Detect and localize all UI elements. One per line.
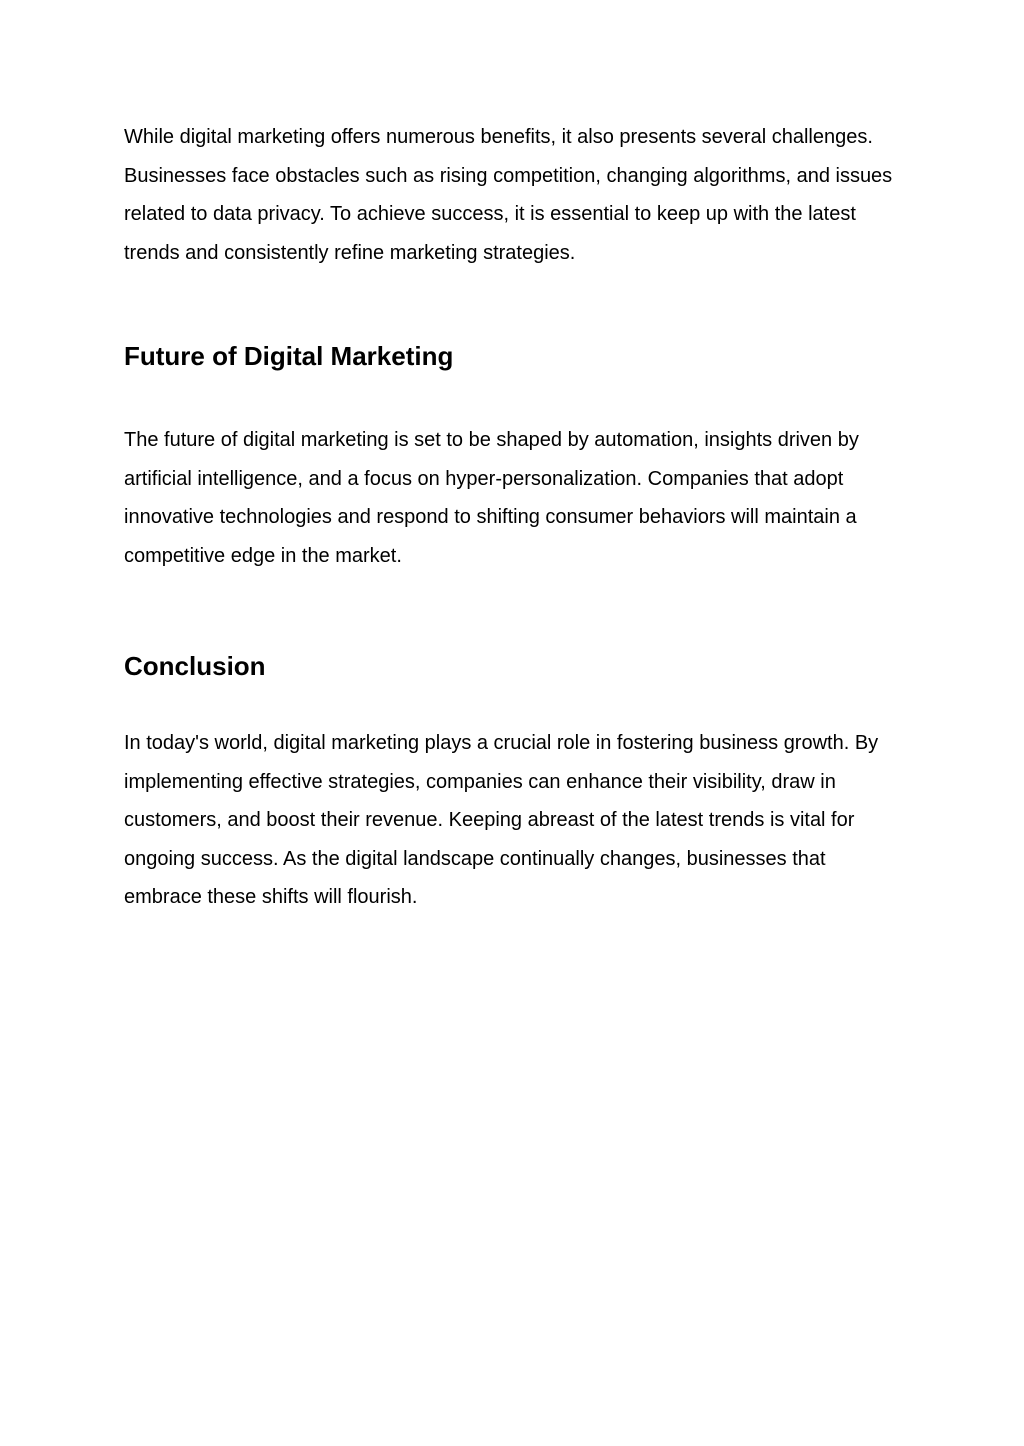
intro-paragraph: While digital marketing offers numerous benefits, it also presents several challenges. Businesses face obstacles such as rising competition, changing algorithms, and issues related to data privacy. To achieve success, it is essential to keep up with the latest trends and consistently refine marketing strategies. (124, 126, 893, 264)
section-paragraph-conclusion: In today's world, digital marketing plays a crucial role in fostering business growth. By implementing effective strategies, companies can enhance their visibility, draw in customers, and boost their revenue. Keeping abreast of the latest trends is vital for ongoing success. As the digital landscape continually changes, businesses that embrace these shifts will flourish. (124, 732, 879, 908)
section-paragraph-future: The future of digital marketing is set to be shaped by automation, insights driven by artificial intelligence, and a focus on hyper-personalization. Companies that adopt innovative technologies and respond to shifting consumer behaviors will maintain a competitive edge in the market. (124, 429, 859, 567)
document-body (124, 118, 900, 917)
section-heading-conclusion: Conclusion (124, 651, 266, 681)
section-heading-future: Future of Digital Marketing (124, 341, 454, 371)
